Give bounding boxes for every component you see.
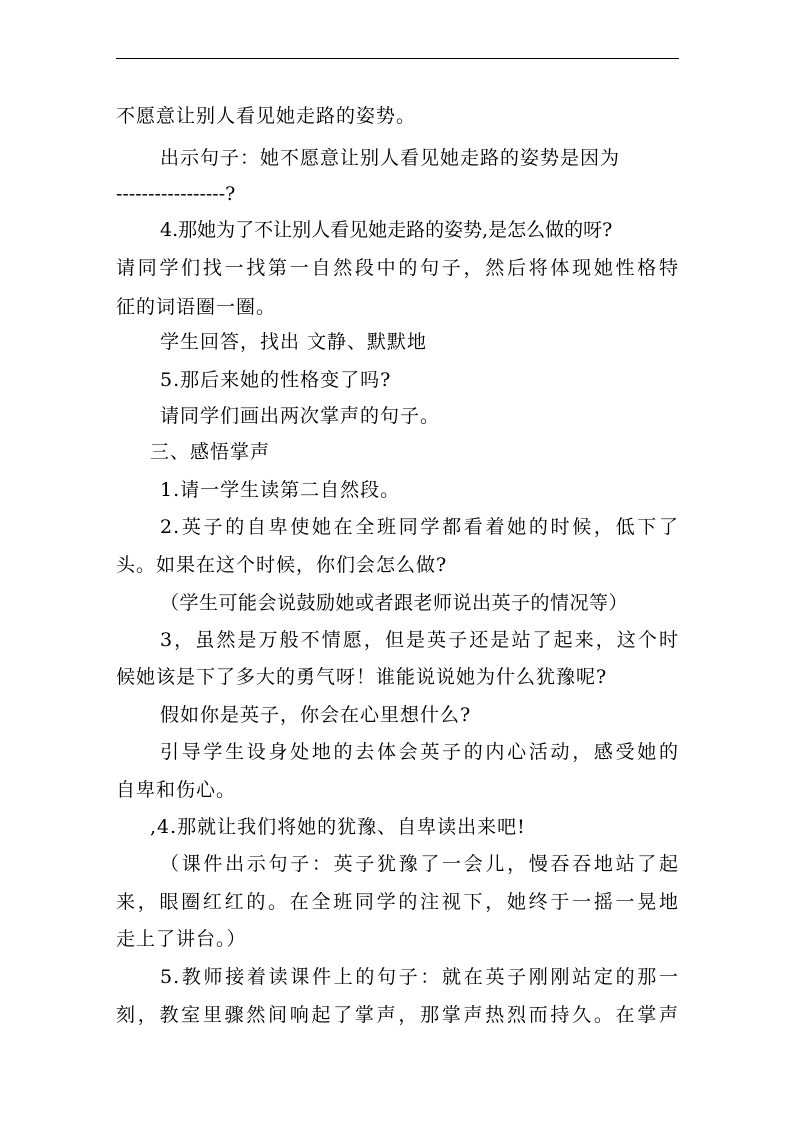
text-line: 刻，教室里骤然间响起了掌声，那掌声热烈而持久。在掌声: [116, 1004, 679, 1026]
text-line: 走上了讲台。）: [116, 928, 247, 950]
text-line: 出示句子：她不愿意让别人看见她走路的姿势是因为: [160, 147, 621, 169]
text-line: 引导学生设身处地的去体会英子的内心活动，感受她的: [160, 741, 679, 763]
text-line: 自卑和伤心。: [116, 779, 237, 801]
text-line: 4.那她为了不让别人看见她走路的姿势,是怎么做的呀?: [160, 219, 613, 241]
text-line: 头。如果在这个时候，你们会怎么做?: [116, 554, 448, 576]
text-line: 请同学们画出两次掌声的句子。: [160, 405, 441, 427]
section-heading: 三、感悟掌声: [150, 441, 271, 463]
header-divider: [116, 58, 679, 59]
text-line: 1.请一学生读第二自然段。: [160, 479, 401, 501]
text-line: 来，眼圈红红的。在全班同学的注视下，她终于一摇一晃地: [116, 891, 679, 913]
text-line: 请同学们找一找第一自然段中的句子，然后将体现她性格特: [116, 257, 679, 279]
text-line: 3，虽然是万般不情愿，但是英子还是站了起来，这个时: [160, 629, 679, 651]
text-line: （学生可能会说鼓励她或者跟老师说出英子的情况等）: [160, 592, 629, 614]
text-line: 假如你是英子，你会在心里想什么?: [160, 704, 472, 726]
text-line: 不愿意让别人看见她走路的姿势。: [116, 105, 417, 127]
text-line: 5.那后来她的性格变了吗?: [160, 369, 392, 391]
text-line: ,4.那就让我们将她的犹豫、自卑读出来吧!: [150, 816, 526, 838]
text-line: 2.英子的自卑使她在全班同学都看着她的时候，低下了: [160, 516, 679, 538]
text-line: 5.教师接着读课件上的句子：就在英子刚刚站定的那一: [160, 966, 679, 988]
text-line: （课件出示句子：英子犹豫了一会儿，慢吞吞地站了起: [160, 853, 679, 875]
text-line: 征的词语圈一圈。: [116, 296, 277, 318]
text-line: 候她该是下了多大的勇气呀！谁能说说她为什么犹豫呢?: [116, 666, 608, 688]
text-line: 学生回答，找出 文静、默默地: [160, 331, 428, 353]
blank-fill-line: -----------------?: [116, 183, 236, 205]
